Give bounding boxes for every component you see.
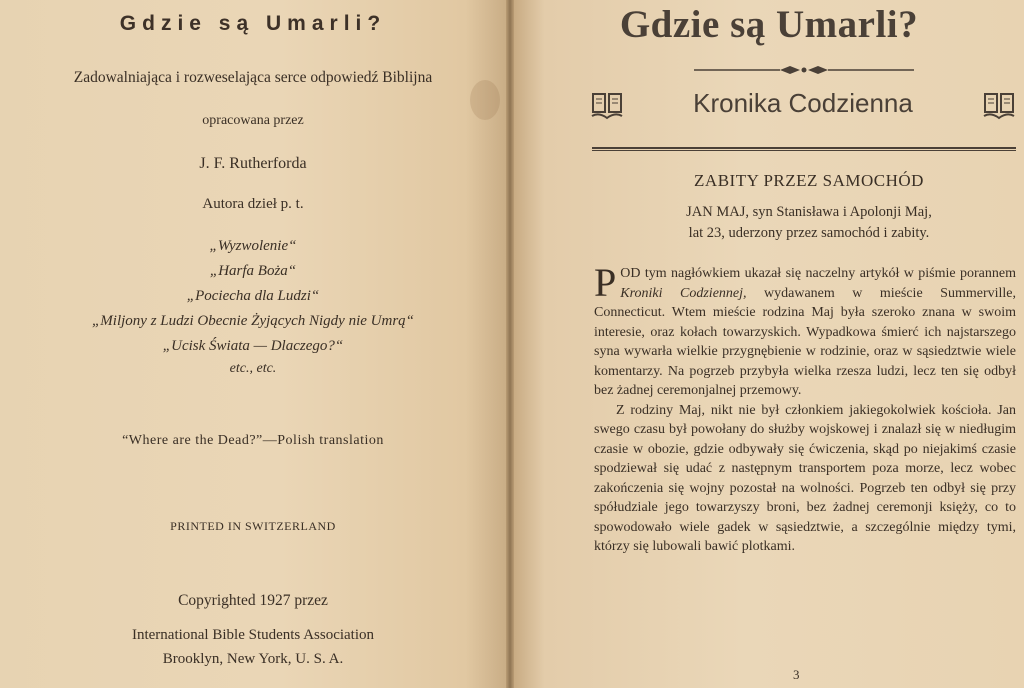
- article-subheadline: JAN MAJ, syn Stanisława i Apolonji Maj,: [686, 204, 932, 220]
- author-name: J. F. Rutherforda: [199, 155, 307, 172]
- section-title: Kronika Codzienna: [693, 88, 913, 118]
- work-title: „Pociecha dla Ludzi“: [186, 288, 320, 304]
- left-page-subtitle: Zadowalniająca i rozweselająca serce odpowiedź Biblijna: [73, 69, 433, 86]
- translation-note: “Where are the Dead?”—Polish translation: [122, 433, 384, 448]
- open-book-icon: [982, 92, 1016, 122]
- work-title: „Ucisk Świata — Dlaczego?“: [162, 338, 344, 354]
- publisher-city: Brooklyn, New York, U. S. A.: [162, 651, 344, 667]
- left-page: [0, 0, 506, 688]
- work-title: „Miljony z Ludzi Obecnie Żyjących Nigdy nie Umrą“: [91, 313, 415, 329]
- right-page: [514, 0, 1024, 688]
- section-header: [588, 88, 1018, 128]
- etc-line: etc., etc.: [229, 361, 277, 376]
- printed-in-line: PRINTED IN SWITZERLAND: [170, 519, 336, 533]
- article-paragraph: Z rodziny Maj, nikt nie był członkiem jakiegokolwiek kościoła. Jan swego czasu był powołany do służby wojskowej i znalazł się w niedługim czasie w obozie, gdzie odbywały się ćwiczenia, skąd po niejakimś czasie spodziewał się udać z następnym transportem poza morze, lecz wobec zakończenia się wojny pozostał na wolności. Pogrzeb ten odbył się przy spółudziale jego towarzyszy broni, bez żadnej ceremonji księży, co to spowodowało wiele gadek w sąsiedztwie, a szczególnie między tymi, którzy się lubowali bawić plotkami.: [594, 402, 1016, 554]
- publication-name: Kroniki Codziennej,: [620, 285, 747, 301]
- prepared-by-line: opracowana przez: [202, 113, 304, 128]
- copyright-line: Copyrighted 1927 przez: [178, 592, 328, 609]
- open-book-icon: [590, 92, 624, 122]
- drop-cap: P: [594, 260, 617, 305]
- article-subheadline: lat 23, uderzony przez samochód i zabity.: [688, 225, 930, 241]
- page-number: 3: [793, 667, 800, 682]
- paragraph-text: wydawanem w mieście Summerville, Connecticut. Wtem mieście rodzina Maj była szeroko znana w swoim interesie, oraz kołach towarzyskich. Wypadkowa śmierć ich najstarszego syna wywarła wielkie przygnębienie w rodzinie, oraz w sąsiedztwie wiele komentarzy. Na pogrzeb przybyła wielka rzesza ludzi, lecz ten się odbył bez żadnej ceremonjalnej przemowy.: [594, 285, 1016, 398]
- book-gutter: [506, 0, 514, 688]
- article-headline: ZABITY PRZEZ SAMOCHÓD: [694, 171, 924, 190]
- article-body: [594, 260, 1016, 557]
- work-title: „Wyzwolenie“: [209, 238, 297, 254]
- publisher-name: International Bible Students Association: [131, 627, 375, 643]
- ornament-divider: [694, 63, 914, 77]
- article-paragraph: [594, 260, 1016, 401]
- paragraph-text: OD tym nagłówkiem ukazał się naczelny artykół w piśmie porannem: [620, 266, 1016, 281]
- works-list: [0, 234, 506, 359]
- left-page-title: Gdzie są Umarli?: [119, 12, 387, 35]
- right-page-title: Gdzie są Umarli?: [619, 3, 919, 46]
- header-rule: [592, 147, 1016, 151]
- work-title: „Harfa Boża“: [209, 263, 297, 279]
- works-intro: Autora dzieł p. t.: [202, 196, 304, 212]
